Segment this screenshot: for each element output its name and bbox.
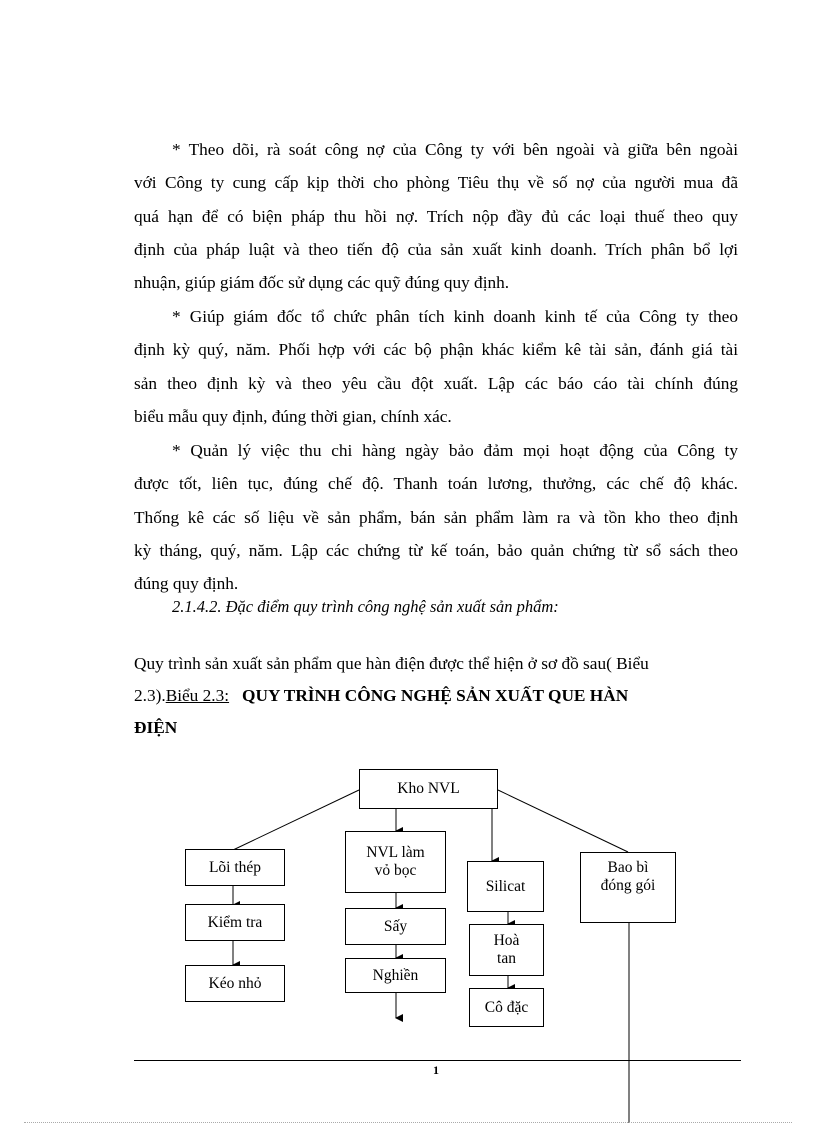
text-line: kỳ tháng, quý, năm. Lập các chứng từ kế toán, bảo quản chứng từ sổ sách theo [134,540,738,560]
text-line: nhuận, giúp giám đốc sử dụng các quỹ đúng quy định. [134,273,510,293]
footer-divider [134,1060,741,1061]
figure-label: Biểu 2.3: [165,686,230,705]
text-line: * Giúp giám đốc tổ chức phân tích kinh doanh kinh tế của Công ty theo [172,307,738,326]
text-line: * Quản lý việc thu chi hàng ngày bảo đảm mọi hoạt động của Công ty [172,441,738,460]
box-nvl-vo-boc: NVL làm vỏ bọc [345,831,446,893]
text-line: sản theo định kỳ và theo yêu cầu đột xuất. Lập các báo cáo tài chính đúng [134,373,738,393]
connector-line [498,790,628,852]
box-co-dac: Cô đặc [469,988,544,1027]
text-line: được tốt, liên tục, đúng chế độ. Thanh toán lương, thưởng, các chế độ khác. [134,474,738,494]
box-kiem-tra: Kiểm tra [185,904,285,941]
text-line: định của pháp luật và theo tiến độ của sản xuất kinh doanh. Trích phân bổ lợi [134,239,738,259]
box-kho-nvl: Kho NVL [359,769,498,809]
intro-ref: 2.3). [134,686,166,705]
figure-intro [134,648,738,744]
box-silicat: Silicat [467,861,544,912]
text-line: đúng quy định. [134,574,239,594]
page-number: 1 [433,1063,439,1077]
intro-line: Quy trình sản xuất sản phẩm que hàn điện được thể hiện ở sơ đồ sau( Biểu [134,654,649,673]
connector-line [233,790,359,850]
text-line: Thống kê các số liệu về sản phẩm, bán sản phẩm làm ra và tồn kho theo định [134,507,738,527]
box-hoa-tan: Hoà tan [469,924,544,976]
paragraph-3 [134,434,738,600]
box-nghien: Nghiền [345,958,446,993]
paragraph-2 [134,300,738,433]
box-loi-thep: Lõi thép [185,849,285,886]
text-line: với Công ty cung cấp kịp thời cho phòng Tiêu thụ về số nợ của người mua đã [134,173,738,193]
figure-title: QUY TRÌNH CÔNG NGHỆ SẢN XUẤT QUE HÀN [242,686,629,705]
figure-title-cont: ĐIỆN [134,718,178,737]
text-line: định kỳ quý, năm. Phối hợp với các bộ phận khác kiểm kê tài sản, đánh giá tài [134,340,738,360]
text-line: * Theo dõi, rà soát công nợ của Công ty với bên ngoài và giữa bên ngoài [172,140,738,159]
box-bao-bi: Bao bì đóng gói [580,852,676,923]
paragraph-1 [134,133,738,299]
box-say: Sấy [345,908,446,945]
text-line: biểu mẫu quy định, đúng thời gian, chính xác. [134,406,452,426]
text-line: quá hạn để có biện pháp thu hồi nợ. Trích nộp đầy đủ các loại thuế theo quy [134,206,738,226]
box-keo-nho: Kéo nhỏ [185,965,285,1002]
section-heading: 2.1.4.2. Đặc điểm quy trình công nghệ sản xuất sản phẩm: [172,597,559,616]
caption-line [134,680,738,712]
